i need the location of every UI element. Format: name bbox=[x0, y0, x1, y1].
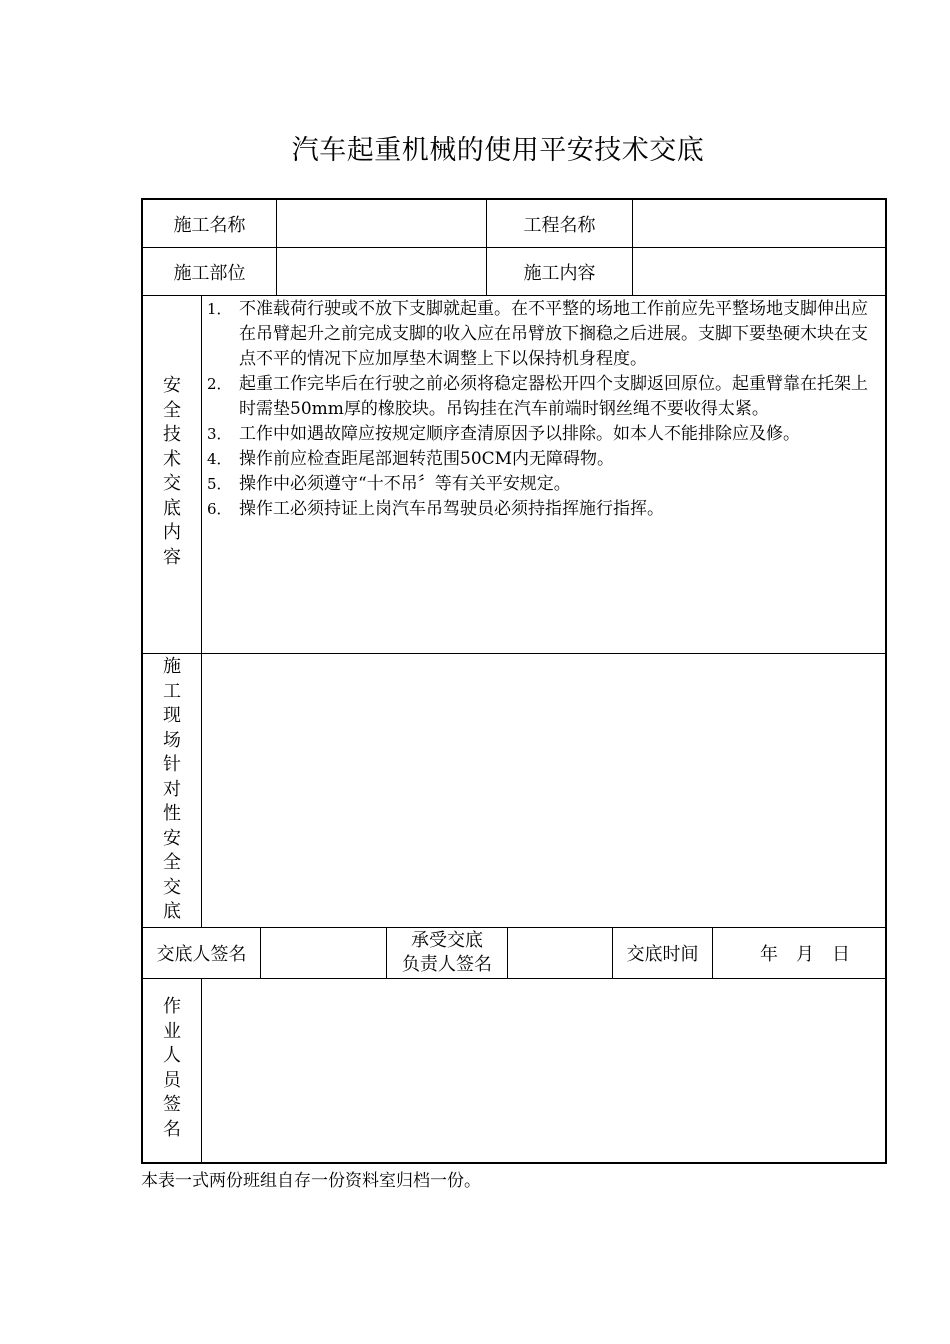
row-divider bbox=[143, 295, 887, 296]
safety-item: 5． 操作中必须遵守“十不吊〞等有关平安规定。 bbox=[207, 474, 571, 494]
receiver-label: 承受交底 负责人签名 bbox=[402, 930, 492, 975]
safety-item: 1． 不准载荷行驶或不放下支脚就起重。在不平整的场地工作前应先平整场地支脚伸出应在吊臂起升之前完成支脚的收入应在吊臂放下搁稳之后进展。支脚下要垫硬木块在支点不平的情况下应加厚垫木调整上下以保持机身程度。 bbox=[207, 299, 868, 369]
construction-name-field[interactable] bbox=[277, 200, 486, 247]
safety-content-label: 安 全 技 术 交 底 内 容 bbox=[163, 375, 181, 568]
disclosure-time-label: 交底时间 bbox=[626, 944, 699, 965]
safety-item: 4． 操作前应检查距尾部迴转范围50CM内无障碍物。 bbox=[207, 449, 615, 469]
safety-items-list bbox=[207, 297, 879, 522]
site-safety-content-field[interactable] bbox=[202, 654, 887, 927]
document-title: 汽车起重机械的使用平安技术交底 bbox=[291, 135, 705, 166]
construction-content-field[interactable] bbox=[633, 248, 887, 295]
construction-content-label: 施工内容 bbox=[523, 262, 596, 284]
safety-item: 2． 起重工作完毕后在行驶之前必须将稳定器松开四个支脚返回原位。起重臂靠在托架上时需垫50mm厚的橡胶块。吊钩挂在汽车前端时钢丝绳不要收得太紧。 bbox=[207, 374, 868, 419]
construction-name-label: 施工名称 bbox=[173, 214, 246, 236]
workers-signature-label: 作 业 人 员 签 名 bbox=[163, 996, 181, 1140]
disclosure-time-field[interactable]: 年 月 日 bbox=[760, 944, 850, 965]
safety-item: 3． 工作中如遇故障应按规定顺序查清原因予以排除。如本人不能排除应及修。 bbox=[207, 424, 800, 444]
project-name-field[interactable] bbox=[633, 200, 887, 247]
receiver-signature-field[interactable] bbox=[508, 928, 612, 978]
construction-part-field[interactable] bbox=[277, 248, 486, 295]
footnote: 本表一式两份班组自存一份资料室归档一份。 bbox=[141, 1171, 481, 1191]
safety-item: 6． 操作工必须持证上岗汽车吊驾驶员必须持指挥施行指挥。 bbox=[207, 499, 664, 519]
site-safety-label: 施 工 现 场 针 对 性 安 全 交 底 bbox=[163, 656, 181, 922]
discloser-signature-field[interactable] bbox=[261, 928, 386, 978]
disclosure-form bbox=[141, 198, 887, 1164]
construction-part-label: 施工部位 bbox=[173, 262, 246, 284]
project-name-label: 工程名称 bbox=[523, 214, 596, 236]
col-divider bbox=[712, 927, 713, 978]
discloser-label: 交底人签名 bbox=[156, 944, 247, 965]
workers-signature-field[interactable] bbox=[202, 979, 887, 1164]
